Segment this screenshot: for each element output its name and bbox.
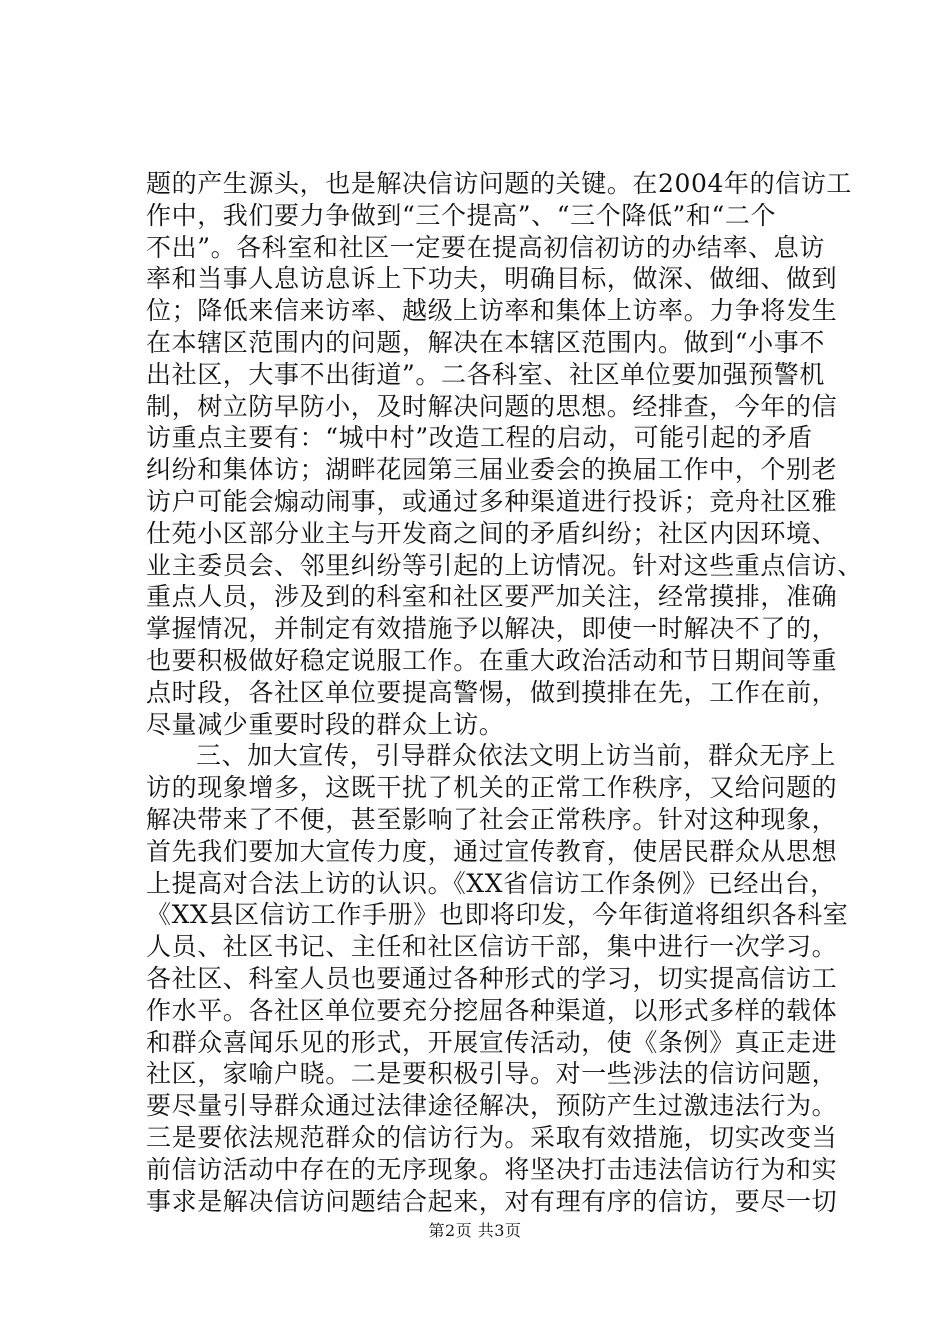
text-line: 作水平。各社区单位要充分挖屈各种渠道，以形式多样的载体 bbox=[146, 995, 838, 1025]
text-line: 业主委员会、邻里纠纷等引起的上访情况。针对这些重点信访、 bbox=[146, 550, 863, 580]
text-line: 制，树立防早防小，及时解决问题的思想。经排查，今年的信 bbox=[146, 391, 838, 421]
text-line: 位；降低来信来访率、越级上访率和集体上访率。力争将发生 bbox=[146, 296, 838, 326]
text-line: 作中，我们要力争做到“三个提高”、“三个降低”和“二个 bbox=[146, 200, 777, 230]
text-line: 题的产生源头，也是解决信访问题的关键。在2004年的信访工 bbox=[146, 169, 853, 198]
page-number: 第2页 共3页 bbox=[428, 1221, 522, 1240]
paragraph-start-line: 三、加大宣传，引导群众依法文明上访当前，群众无序上 bbox=[196, 741, 837, 771]
text-line: 尽量减少重要时段的群众上访。 bbox=[146, 709, 505, 739]
text-line: 事求是解决信访问题结合起来，对有理有序的信访，要尽一切 bbox=[146, 1186, 838, 1216]
page-footer bbox=[0, 1218, 950, 1241]
text-line: 访重点主要有：“城中村”改造工程的启动，可能引起的矛盾 bbox=[146, 423, 813, 453]
text-line: 上提高对合法上访的认识。《XX省信访工作条例》已经出台， bbox=[146, 868, 836, 898]
text-line: 在本辖区范围内的问题，解决在本辖区范围内。做到“小事不 bbox=[146, 327, 825, 357]
text-line: 也要积极做好稳定说服工作。在重大政治活动和节日期间等重 bbox=[146, 645, 838, 675]
text-line: 重点人员，涉及到的科室和社区要严加关注，经常摸排，准确 bbox=[146, 582, 838, 612]
text-line: 纠纷和集体访；湖畔花园第三届业委会的换届工作中，个别老 bbox=[146, 455, 838, 485]
text-line: 不出”。各科室和社区一定要在提高初信初访的办结率、息访 bbox=[146, 232, 825, 262]
text-line: 社区，家喻户晓。二是要积极引导。对一些涉法的信访问题， bbox=[146, 1059, 838, 1089]
text-line: 访户可能会煽动闹事，或通过多种渠道进行投诉；竞舟社区雅 bbox=[146, 486, 838, 516]
text-line: 仕苑小区部分业主与开发商之间的矛盾纠纷；社区内因环境、 bbox=[146, 518, 838, 548]
text-line: 出社区，大事不出街道”。二各科室、社区单位要加强预警机 bbox=[146, 359, 825, 389]
text-line: 解决带来了不便，甚至影响了社会正常秩序。针对这种现象， bbox=[146, 804, 838, 834]
text-line: 掌握情况，并制定有效措施予以解决，即使一时解决不了的， bbox=[146, 614, 838, 644]
text-line: 各社区、科室人员也要通过各种形式的学习，切实提高信访工 bbox=[146, 963, 838, 993]
text-line: 首先我们要加大宣传力度，通过宣传教育，使居民群众从思想 bbox=[146, 836, 838, 866]
text-line: 前信访活动中存在的无序现象。将坚决打击违法信访行为和实 bbox=[146, 1154, 838, 1184]
text-line: 访的现象增多，这既干扰了机关的正常工作秩序，又给问题的 bbox=[146, 773, 838, 803]
text-line: 和群众喜闻乐见的形式，开展宣传活动，使《条例》真正走进 bbox=[146, 1027, 838, 1057]
text-line: 要尽量引导群众通过法律途径解决，预防产生过激违法行为。 bbox=[146, 1091, 838, 1121]
text-line: 三是要依法规范群众的信访行为。采取有效措施，切实改变当 bbox=[146, 1122, 838, 1152]
body-text bbox=[146, 168, 863, 1217]
text-line: 率和当事人息访息诉上下功夫，明确目标，做深、做细、做到 bbox=[146, 264, 838, 294]
text-line: 人员、社区书记、主任和社区信访干部，集中进行一次学习。 bbox=[146, 932, 838, 962]
text-line: 《XX县区信访工作手册》也即将印发，今年街道将组织各科室 bbox=[146, 900, 849, 930]
text-line: 点时段，各社区单位要提高警惕，做到摸排在先，工作在前， bbox=[146, 677, 838, 707]
